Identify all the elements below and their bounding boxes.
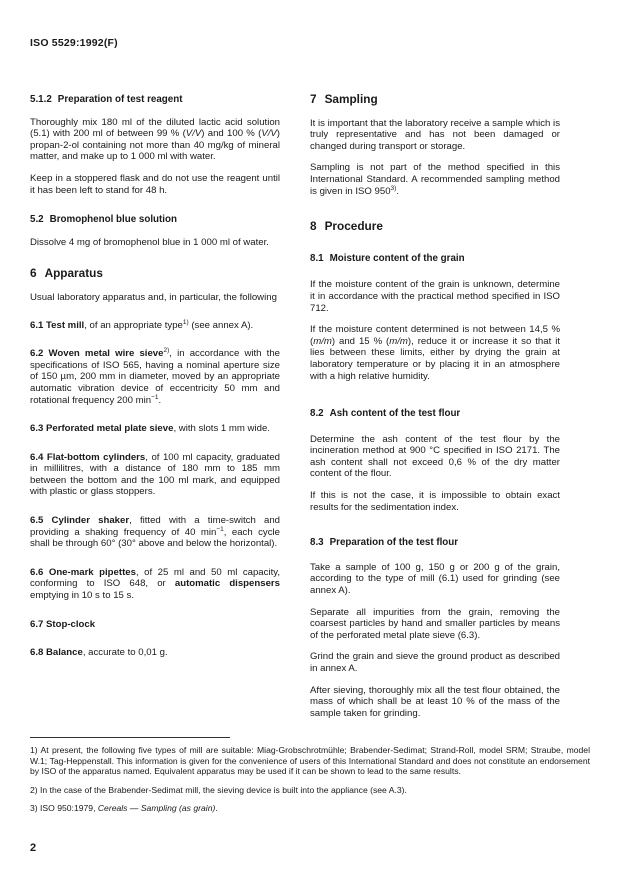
page-number: 2	[30, 842, 37, 854]
paragraph: Keep in a stoppered flask and do not use the reagent until it has been left to stand for 48 h.	[30, 172, 280, 196]
footnote: 3) ISO 950:1979, Cereals — Sampling (as grain).	[30, 803, 218, 814]
footnote-divider	[30, 737, 230, 738]
list-item: 6.5 Cylinder shaker, fitted with a time-switch and providing a shaking frequency of 40 $\min^{-1}$, each cycle shall be through 60° (30° above and below the horizontal).	[30, 515, 280, 550]
paragraph: Thoroughly mix 180 ml of the diluted lactic acid solution (5.1) with 200 ml of between 99 % (V/V) and 100 % (V/V) propan-2-ol containing not more than 40 mg/kg of mineral matter, and make up to 1 000 ml with water.	[30, 116, 280, 163]
paragraph: Grind the grain and sieve the ground product as described in annex A.	[310, 651, 560, 674]
right-column	[310, 94, 560, 729]
list-item: 6.4 Flat-bottom cylinders, of 100 ml capacity, graduated in millilitres, with a distance of 180 mm to 185 mm between the bottom and the 100 ml mark, and equipped with plastic or glass stoppers.	[30, 451, 281, 498]
document-header: ISO 5529:1992(F)	[30, 37, 118, 49]
paragraph: After sieving, thoroughly mix all the test flour obtained, the mass of which shall be at least 10 % of the mass of the sample taken for grinding.	[310, 684, 560, 719]
list-item: 6.2 Woven metal wire sieve$^{2)}$, in accordance with the specifications of ISO 565, having a nominal aperture size of 150 µm, 200 mm in diameter, moved by an appropriate automatic vibration device of eccentricity 50 mm and rotational frequency 200 $\min^{-1}$.	[30, 347, 280, 406]
paragraph: Determine the ash content of the test flour by the incineration method at 900 °C specified in ISO 2171. The ash content shall not exceed 0,6 % of the dry matter content of the flour.	[310, 433, 560, 480]
footnote: 1) At present, the following five types of mill are suitable: Miag-Grobschrotmühle; Brabender-Sedimat; Strand-Roll, model SRM; Straube, model W.1; Tag-Heppenstall. This information is given for the convenience of users of this International Standard and does not constitute an endorsement by ISO of the apparatus named. Equivalent apparatus may be used if it can be shown to lead to the same results.	[30, 745, 590, 777]
subsection-heading-5-1-2: 5.1.2 Preparation of test reagent	[30, 94, 183, 105]
paragraph: Sampling is not part of the method specified in this International Standard. A recommended sampling method is given in ISO 950$^{3)}$.	[310, 162, 560, 197]
footnote: 2) In the case of the Brabender-Sedimat mill, the sieving device is built into the appliance (see A.3).	[30, 784, 407, 795]
paragraph: It is important that the laboratory receive a sample which is truly representative and has not been damaged or changed during transport or storage.	[310, 117, 560, 152]
apparatus-list	[30, 320, 280, 659]
list-item: 6.8 Balance, accurate to 0,01 g.	[30, 647, 168, 659]
subsection-heading-8-3: 8.3 Preparation of the test flour	[310, 537, 459, 549]
list-item: 6.1 Test mill, of an appropriate type$^{1)}$ (see annex A).	[30, 318, 254, 331]
paragraph: If the moisture content determined is not between 14,5 % (m/m) and 15 % (m/m), reduce it or increase it so that it lies between these limits, either by drying the grain at laboratory temperature or by placing it in an atmosphere with a high relative humidity.	[310, 324, 560, 382]
subsection-heading-5-2: 5.2 Bromophenol blue solution	[30, 214, 177, 226]
left-column	[30, 94, 280, 676]
paragraph: Dissolve 4 mg of bromophenol blue in 1 000 ml of water.	[30, 236, 269, 248]
paragraph: Take a sample of 100 g, 150 g or 200 g of the grain, according to the type of mill (6.1) used for grinding (see annex A).	[310, 561, 560, 597]
list-item: 6.3 Perforated metal plate sieve, with slots 1 mm wide.	[30, 423, 270, 435]
section-heading-8: 8 Procedure	[310, 219, 383, 234]
section-heading-7: 7 Sampling	[310, 92, 378, 106]
list-item: 6.7 Stop-clock	[30, 618, 96, 630]
section-heading-6: 6 Apparatus	[30, 266, 103, 281]
paragraph: If this is not the case, it is impossible to obtain exact results for the sedimentation index.	[310, 490, 560, 513]
subsection-heading-8-2: 8.2 Ash content of the test flour	[310, 408, 461, 420]
subsection-heading-8-1: 8.1 Moisture content of the grain	[310, 252, 465, 264]
paragraph: Separate all impurities from the grain, removing the coarsest particles by hand and smaller particles by means of the perforated metal plate sieve (6.3).	[310, 606, 560, 641]
footnotes	[30, 745, 590, 822]
list-item: 6.6 One-mark pipettes, of 25 ml and 50 ml capacity, conforming to ISO 648, or automatic dispensers emptying in 10 s to 15 s.	[30, 566, 280, 602]
paragraph: Usual laboratory apparatus and, in particular, the following	[30, 291, 277, 303]
paragraph: If the moisture content of the grain is unknown, determine it in accordance with the practical method specified in ISO 712.	[310, 279, 560, 314]
